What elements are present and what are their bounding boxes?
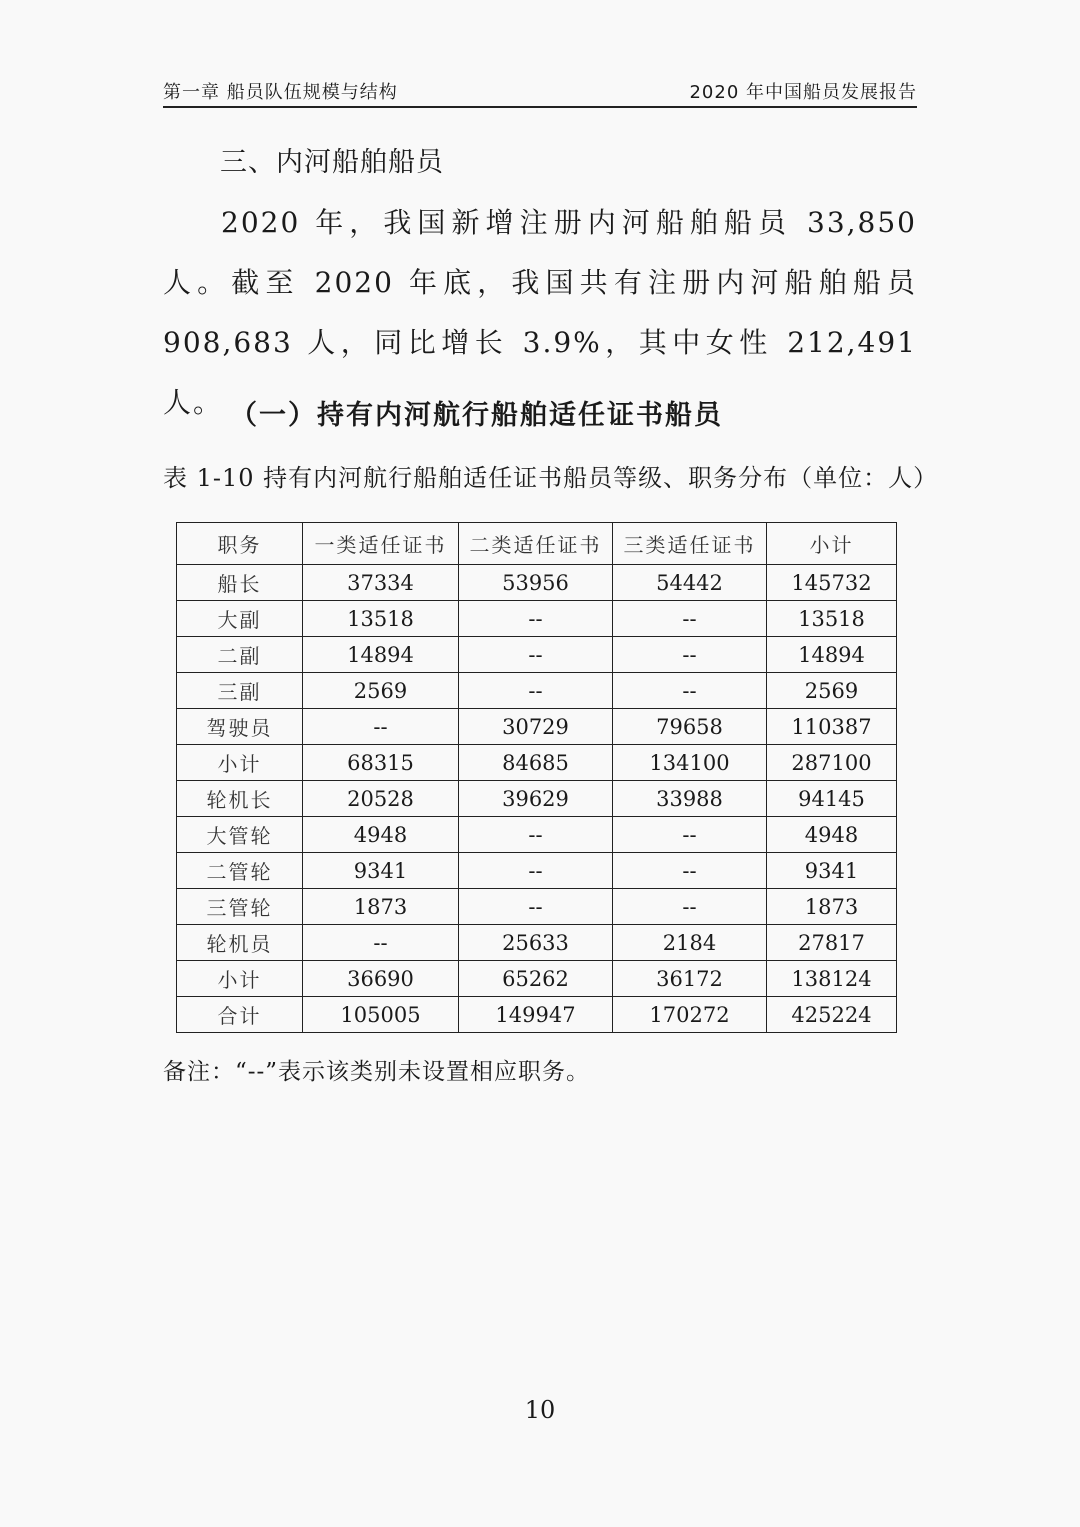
- table-row: [177, 565, 897, 601]
- column-header: 职务: [177, 523, 303, 565]
- table-cell: 2569: [767, 673, 897, 709]
- table-row: [177, 601, 897, 637]
- table-cell: 138124: [767, 961, 897, 997]
- position-cell: 船长: [177, 565, 303, 601]
- table-cell: --: [613, 637, 767, 673]
- table-cell: 145732: [767, 565, 897, 601]
- table-cell: 54442: [613, 565, 767, 601]
- position-cell: 驾驶员: [177, 709, 303, 745]
- table-header: [177, 523, 897, 565]
- body-paragraph: 2020 年，我国新增注册内河船舶船员 33,850 人。截至 2020 年底，我国共有注册内河船舶船员 908,683 人，同比增长 3.9%，其中女性 212,491 人。: [163, 206, 917, 419]
- table-cell: --: [613, 673, 767, 709]
- table-row: [177, 961, 897, 997]
- table-cell: 9341: [303, 853, 459, 889]
- table-row: [177, 925, 897, 961]
- table-cell: 4948: [767, 817, 897, 853]
- table-row: [177, 889, 897, 925]
- header-report-title: 2020 年中国船员发展报告: [689, 82, 917, 103]
- table-cell: --: [613, 853, 767, 889]
- table-cell: 25633: [459, 925, 613, 961]
- table-cell: --: [459, 637, 613, 673]
- table-cell: --: [459, 673, 613, 709]
- column-header: 一类适任证书: [303, 523, 459, 565]
- header-chapter: 第一章 船员队伍规模与结构: [163, 82, 398, 103]
- table-cell: 105005: [303, 997, 459, 1033]
- position-cell: 小计: [177, 961, 303, 997]
- page-number: 10: [524, 1396, 556, 1424]
- table-cell: --: [613, 601, 767, 637]
- subsection-title: （一）持有内河航行船舶适任证书船员: [230, 400, 723, 431]
- table-cell: --: [459, 601, 613, 637]
- table-cell: 27817: [767, 925, 897, 961]
- table-cell: 65262: [459, 961, 613, 997]
- table-cell: 425224: [767, 997, 897, 1033]
- table-cell: --: [459, 853, 613, 889]
- table-cell: 170272: [613, 997, 767, 1033]
- table-cell: --: [613, 817, 767, 853]
- table-cell: 37334: [303, 565, 459, 601]
- position-cell: 轮机长: [177, 781, 303, 817]
- table-cell: 149947: [459, 997, 613, 1033]
- table-cell: 30729: [459, 709, 613, 745]
- table-caption: 表 1-10 持有内河航行船舶适任证书船员等级、职务分布（单位：人）: [163, 464, 939, 492]
- position-cell: 二管轮: [177, 853, 303, 889]
- table-cell: 14894: [767, 637, 897, 673]
- table-cell: 94145: [767, 781, 897, 817]
- table-cell: 20528: [303, 781, 459, 817]
- table-body: [177, 565, 897, 1033]
- table-note: 备注：“--”表示该类别未设置相应职务。: [163, 1059, 591, 1085]
- table-row: [177, 853, 897, 889]
- table-cell: --: [613, 889, 767, 925]
- table-cell: 13518: [767, 601, 897, 637]
- table-cell: 14894: [303, 637, 459, 673]
- position-cell: 合计: [177, 997, 303, 1033]
- table-cell: --: [303, 709, 459, 745]
- table-row: [177, 781, 897, 817]
- table-cell: --: [459, 889, 613, 925]
- table-cell: 1873: [767, 889, 897, 925]
- table-cell: 134100: [613, 745, 767, 781]
- table-row: [177, 817, 897, 853]
- table-cell: 1873: [303, 889, 459, 925]
- table-row: [177, 745, 897, 781]
- table-cell: 9341: [767, 853, 897, 889]
- table-cell: 2184: [613, 925, 767, 961]
- running-header: [163, 74, 917, 108]
- column-header: 三类适任证书: [613, 523, 767, 565]
- table-cell: 33988: [613, 781, 767, 817]
- table-row: [177, 709, 897, 745]
- table-cell: 287100: [767, 745, 897, 781]
- position-cell: 大副: [177, 601, 303, 637]
- column-header: 小计: [767, 523, 897, 565]
- table-cell: 2569: [303, 673, 459, 709]
- table-cell: 84685: [459, 745, 613, 781]
- position-cell: 三管轮: [177, 889, 303, 925]
- table-cell: 53956: [459, 565, 613, 601]
- table-cell: 110387: [767, 709, 897, 745]
- position-cell: 大管轮: [177, 817, 303, 853]
- table-cell: 13518: [303, 601, 459, 637]
- position-cell: 轮机员: [177, 925, 303, 961]
- crew-distribution-table: [176, 522, 897, 1033]
- table-cell: 39629: [459, 781, 613, 817]
- position-cell: 二副: [177, 637, 303, 673]
- column-header: 二类适任证书: [459, 523, 613, 565]
- table-row: [177, 637, 897, 673]
- table-row: [177, 673, 897, 709]
- position-cell: 三副: [177, 673, 303, 709]
- table-cell: 36690: [303, 961, 459, 997]
- position-cell: 小计: [177, 745, 303, 781]
- table-cell: 4948: [303, 817, 459, 853]
- table-cell: 36172: [613, 961, 767, 997]
- table-header-row: [177, 523, 897, 565]
- table-cell: --: [303, 925, 459, 961]
- table-cell: 79658: [613, 709, 767, 745]
- table-cell: 68315: [303, 745, 459, 781]
- table-cell: --: [459, 817, 613, 853]
- table-row: [177, 997, 897, 1033]
- section-title: 三、内河船舶船员: [220, 147, 444, 178]
